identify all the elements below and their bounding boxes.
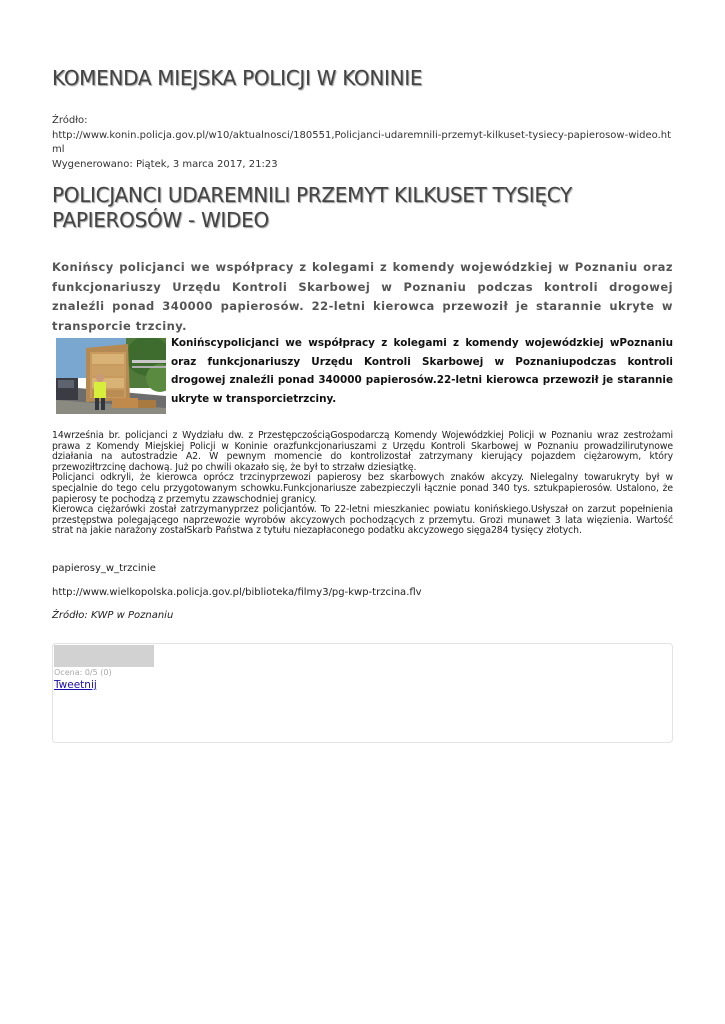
article-body xyxy=(52,431,673,537)
body-paragraph: 14września br. policjanci z Wydziału dw. z PrzestępczościąGospodarczą Komendy Wojewódzkiej Policji w Poznaniu wraz zestrożami prawa z Komendy Miejskiej Policji w Koninie orazfunkcjonariuszami z Urzędu Kontroli Skarbowej w Poznaniu prowadzilirutynowe działania na autostradzie A2. W pewnym momencie do kontrolizostał zatrzymany kierujący pojazdem ciężarowym, który przewoziłtrzcinę dachową. Już po chwili okazało się, że był to strzałw dziesiątkę. xyxy=(52,430,673,473)
intro-text: Konińscypolicjanci we współpracy z kolegami z komendy wojewódzkiej wPoznaniu oraz funkcjonariuszy Urzędu Kontroli Skarbowej w Poznaniupodczas kontroli drogowej znaleźli ponad 340000 papierosów.22-letni kierowca przewoził je starannie ukryte w transporcietrzciny. xyxy=(171,337,673,405)
attachment-name[interactable]: papierosy_w_trzcinie xyxy=(52,563,156,574)
rating-stars-bar[interactable] xyxy=(54,645,154,667)
article-photo xyxy=(56,338,166,414)
site-title: KOMENDA MIEJSKA POLICJI W KONINIE xyxy=(52,66,423,90)
article-title: POLICJANCI UDAREMNILI PRZEMYT KILKUSET TYSIĘCY PAPIEROSÓW - WIDEO xyxy=(52,183,572,232)
truck-photo-image xyxy=(56,338,166,414)
tweet-link[interactable]: Tweetnij xyxy=(54,679,97,691)
body-paragraph: Policjanci odkryli, że kierowca oprócz trzcinyprzewozi papierosy bez skarbowych znaków akcyzy. Nielegalny towarukryty był w specjalnie do tego celu przygotowanym schowku.Funkcjonariusze zabezpieczyli łącznie ponad 340 tys. sztukpapierosów. Ustalono, że papierosy te pochodzą z przemytu zzawschodniej granicy. xyxy=(52,472,673,505)
body-paragraph: Kierowca ciężarówki został zatrzymanyprzez policjantów. To 22-letni mieszkaniec powiatu konińskiego.Usłyszał on zarzut popełnienia przestępstwa polegającego naprzewozie wyrobów akcyzowych pochodzących z przemytu. Grozi munawet 3 lata więzienia. Wartość strat na jakie narażony zostałSkarb Państwa z tytułu niezapłaconego podatku akcyzowego sięga284 tysięcy złotych. xyxy=(52,504,673,537)
source-url[interactable]: http://www.konin.policja.gov.pl/w10/aktualnosci/180551,Policjanci-udaremnili-przemyt-kilkuset-tysiecy-papierosow-wideo.html xyxy=(52,129,672,155)
generated-date: Wygenerowano: Piątek, 3 marca 2017, 21:23 xyxy=(52,158,278,170)
rating-label: Ocena: 0/5 (0) xyxy=(54,668,112,677)
video-url[interactable]: http://www.wielkopolska.policja.gov.pl/biblioteka/filmy3/pg-kwp-trzcina.flv xyxy=(52,587,422,598)
rating-panel xyxy=(52,643,673,743)
document-meta xyxy=(52,114,673,172)
source-note: Źródło: KWP w Poznaniu xyxy=(52,610,174,621)
source-label: Źródło: xyxy=(52,115,88,126)
article-lead: Konińscy policjanci we współpracy z kolegami z komendy wojewódzkiej w Poznaniu oraz funkcjonariuszy Urzędu Kontroli Skarbowej w Poznaniu podczas kontroli drogowej znaleźli ponad 340000 papierosów. 22-letni kierowca przewoził je starannie ukryte w transporcie trzciny. xyxy=(52,260,673,333)
